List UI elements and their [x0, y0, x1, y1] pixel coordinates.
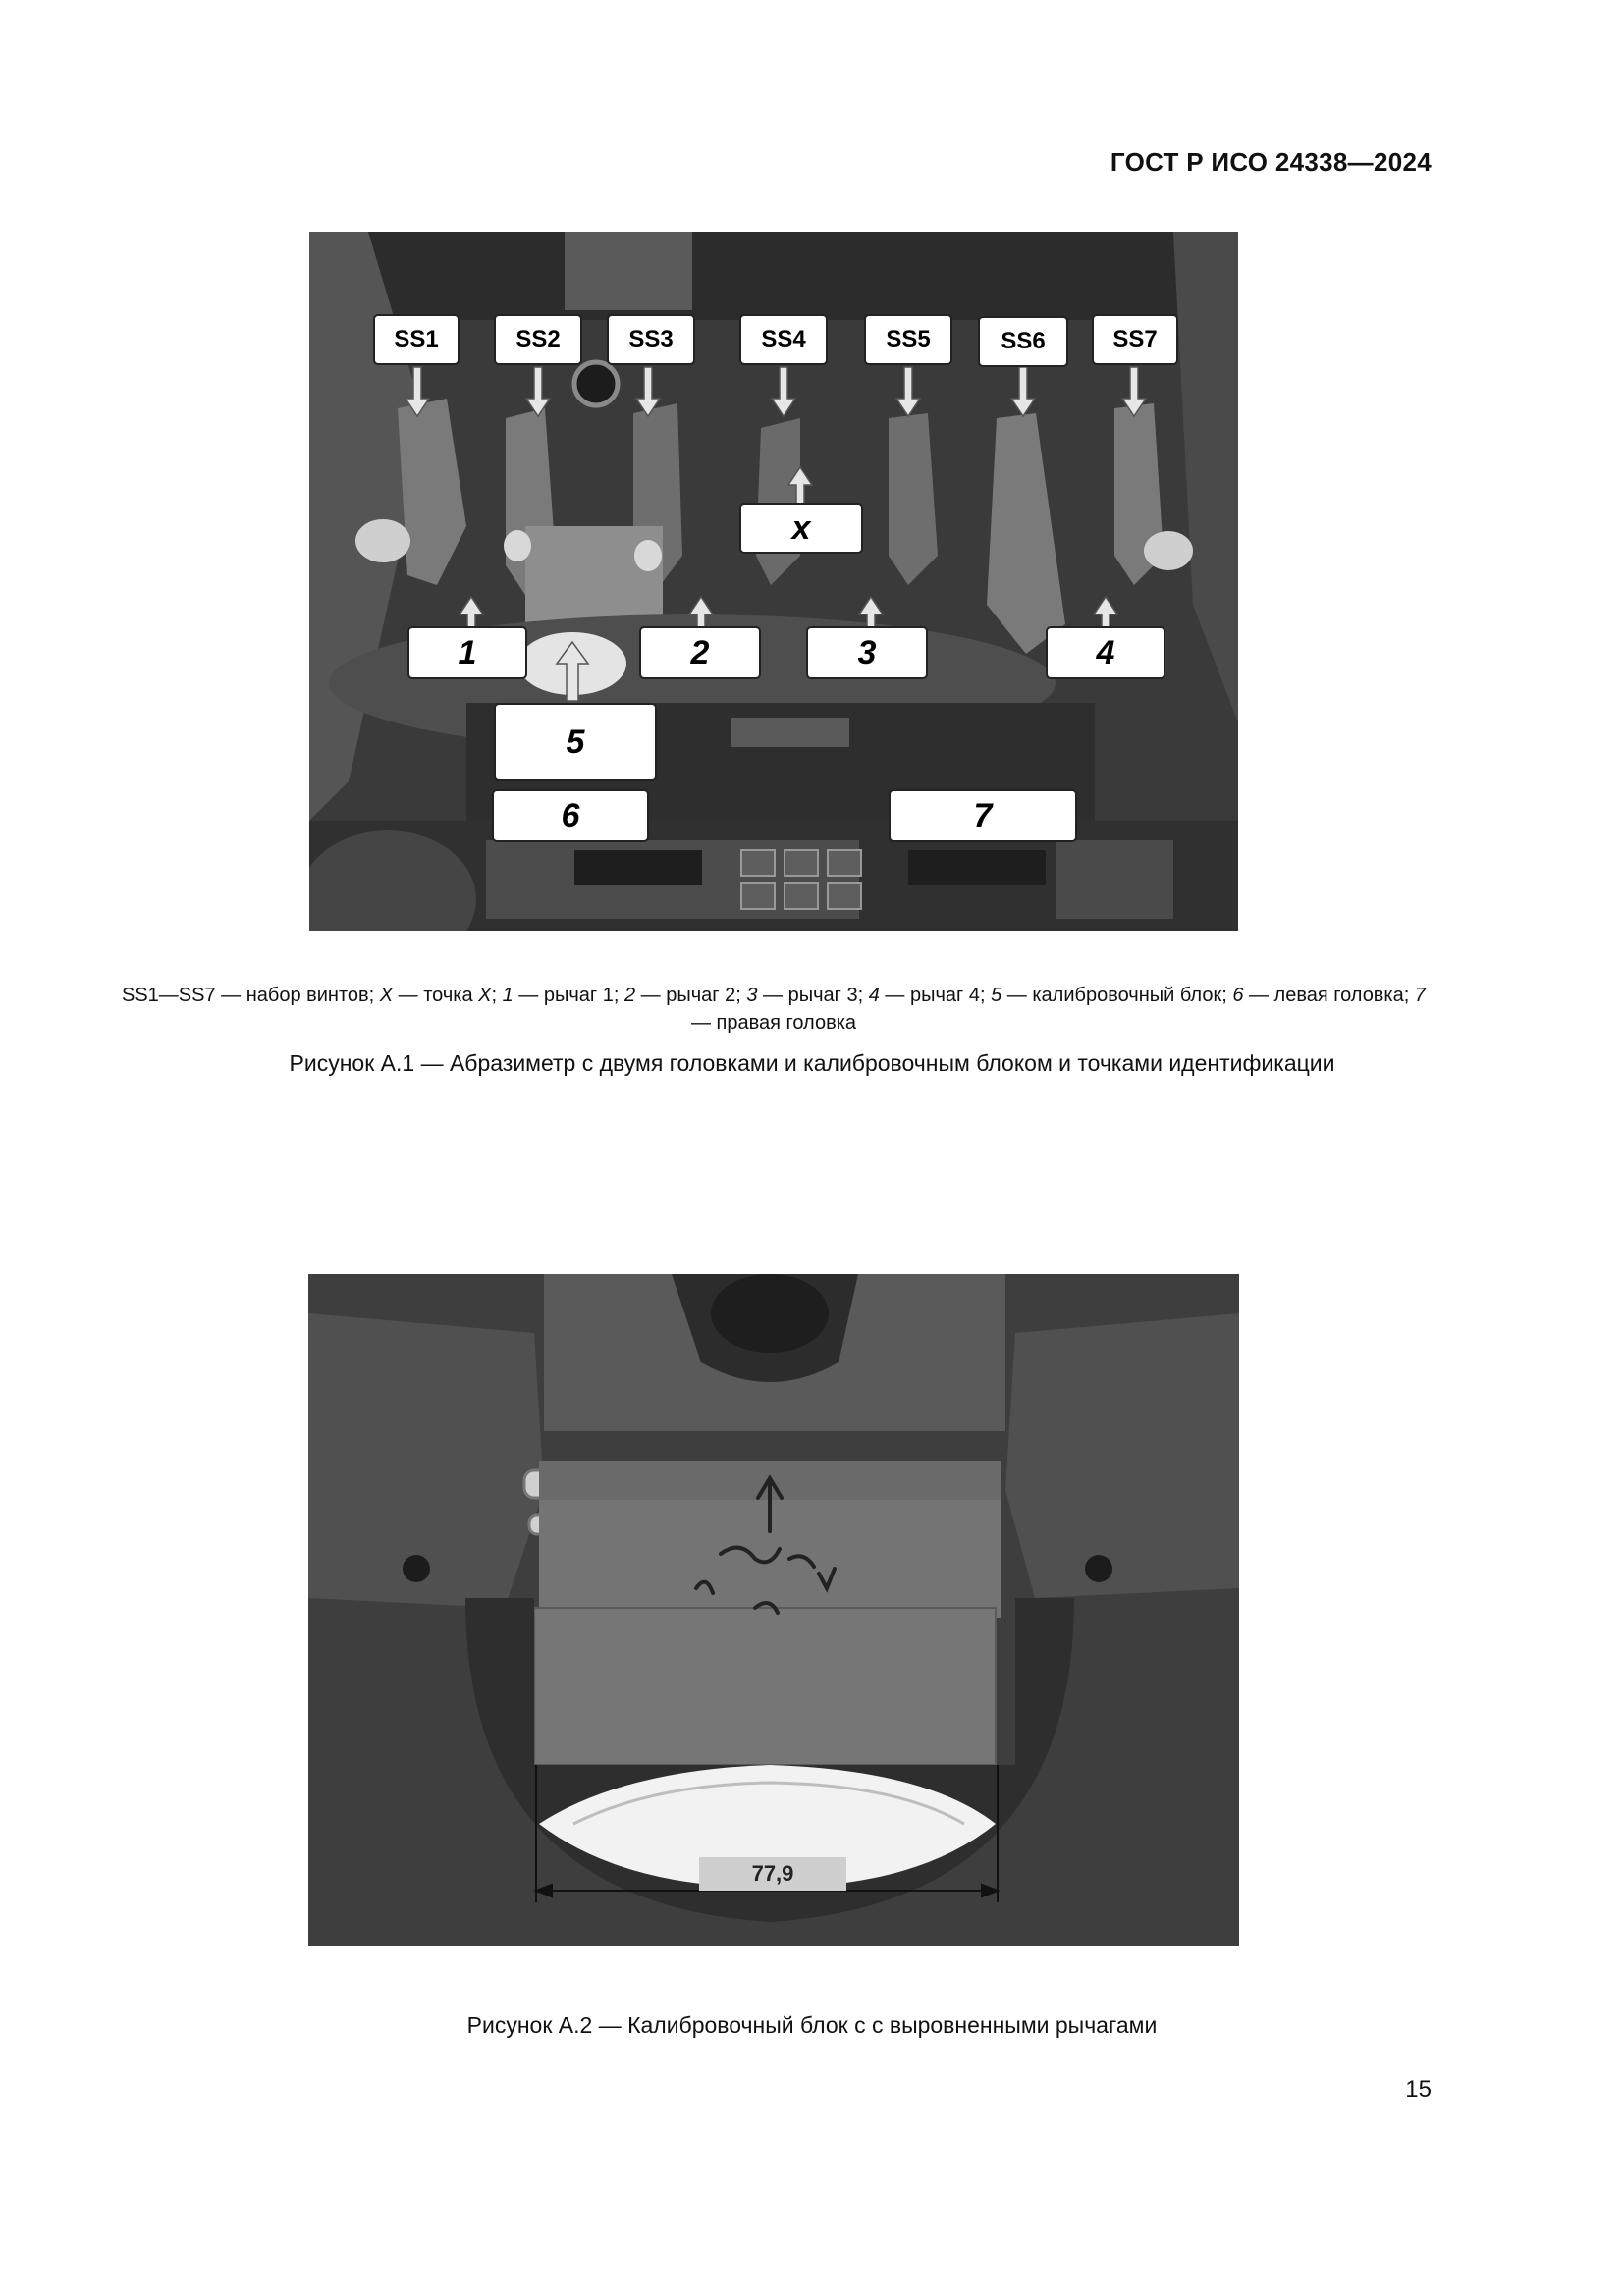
calibration-block-photo — [308, 1274, 1239, 1946]
calibration-block-label: 5 — [494, 703, 657, 781]
screw-label-ss2: SS2 — [494, 314, 582, 365]
screw-label-ss7: SS7 — [1092, 314, 1178, 365]
figure-a1-legend: SS1—SS7 — набор винтов; X — точка X; 1 — рычаг 1; 2 — рычаг 2; 3 — рычаг 3; 4 — рычаг 4; 5 — калибровочный блок; 6 — левая головка; 7 — правая головка — [121, 985, 1426, 1034]
page-number: 15 — [1405, 2076, 1432, 2103]
screw-label-ss5: SS5 — [864, 314, 952, 365]
lever-label-4: 4 — [1046, 626, 1165, 679]
screw-label-ss4: SS4 — [739, 314, 828, 365]
figure-a2-photo — [308, 1274, 1239, 1946]
screw-label-ss3: SS3 — [607, 314, 695, 365]
figure-a2-caption: Рисунок А.2 — Калибровочный блок с с выровненными рычагами — [466, 2012, 1158, 2038]
width-measurement-label: 77,9 — [699, 1857, 846, 1891]
figure-a1-caption: Рисунок А.1 — Абразиметр с двумя головками и калибровочным блоком и точками идентификации — [289, 1050, 1335, 1076]
screw-label-ss1: SS1 — [373, 314, 460, 365]
right-head-label: 7 — [889, 789, 1077, 842]
lever-label-2: 2 — [639, 626, 761, 679]
screw-label-ss6: SS6 — [978, 316, 1068, 367]
document-id: ГОСТ Р ИСО 24338—2024 — [1110, 147, 1432, 177]
figure-a1-photo — [309, 232, 1238, 931]
left-head-label: 6 — [492, 789, 649, 842]
lever-label-1: 1 — [407, 626, 527, 679]
point-x-label: x — [739, 503, 863, 554]
lever-label-3: 3 — [806, 626, 928, 679]
